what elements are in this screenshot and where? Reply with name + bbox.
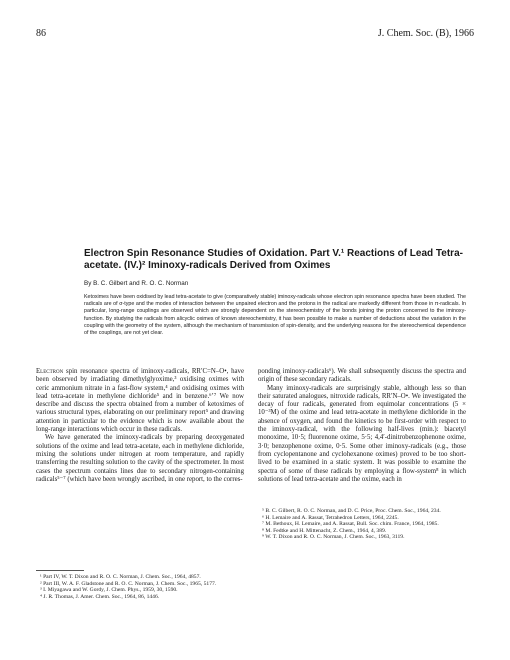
footnote: ³ I. Miyagawa and W. Gordy, J. Chem. Phys., 1959, 30, 1590. [40,587,178,594]
journal-running-head: J. Chem. Soc. (B), 1966 [377,28,474,39]
paragraph-text: Many iminoxy-radicals are surprisingly stable, although less so than their saturated analogues, nitroxide radicals, RR′N–O•. We investigated the decay of four radicals, generated from equimolar concentrations (5 × 10⁻³M) of the oxime and lead tetra-acetate in methylene dichloride in the absence of oxygen, and found the kinetics to be first-order with respect to the iminoxy-radical, with the following half-lives (min.): biacetyl monoxime, 10·5; fluorenone oxime, 5·5; 4,4′-dinitrobenzophenone oxime, 3·0; benzophenone oxime, 0·5. Some other iminoxy-radicals (e.g., those from cyclopentanone and cyclohexanone oximes) proved to be too short-lived to be examined in a static system. It was possible to examine the spectra of some of these radicals by employing a flow-system⁸ in which solutions of lead tetra-acetate and the oxime, each in [258,384,466,483]
paragraph-text: ponding iminoxy-radicals⁶). We shall subsequently discuss the spectra and origin of these secondary radicals. [258,368,466,384]
paragraph [36,368,244,434]
footnote-divider [36,570,84,571]
footnote: ⁴ J. R. Thomas, J. Amer. Chem. Soc., 1964, 86, 1446. [40,593,160,600]
paragraph-text: spin resonance spectra of iminoxy-radicals, RR′C=N–O•, have been observed by irradiating dimethylglyoxime,³ oxidising oximes with ceric ammonium nitrate in a fast-flow system,⁴ and oxidising oximes with lead tetra-acetate in methylene dichloride⁵ and in benzene.⁶ʼ⁷ We now describe and discuss the spectra obtained from a number of ketoximes of various structural types, elaborating on our preliminary report⁵ and drawing attention in particular to the evidence which is now available about the long-range interactions which occur in these radicals. [36,368,244,434]
article-authors: By B. C. Gilbert and R. O. C. Norman [84,280,189,287]
footnote: ⁸ M. Fedtke and H. Mittenacht, Z. Chem., 1964, 4, 389. [262,527,387,534]
footnote: ⁶ H. Lemaire and A. Rassat, Tetrahedron Letters, 1964, 2245. [262,514,399,521]
paragraph [258,385,466,485]
footnotes-left [36,574,244,600]
article-abstract: Ketoximes have been oxidised by lead tetra-acetate to give (comparatively stable) iminoxy-radicals whose electron spin resonance spectra have been studied. The radicals are of σ-type and the modes of interaction between the unpaired electron and the protons in the radical are markedly different from those in π-radicals. In particular, long-range couplings are observed which are strongly dependent on the stereochemistry of the bonds joining the proton concerned to the iminoxy-function. By studying the radicals from alicyclic oximes of known stereochemistry, it has been possible to make a number of deductions about the variation in the coupling with the geometry of the system, although the mechanism of transmission of spin-density, and the underlying reasons for the stereochemical dependence of the couplings, are not yet clear. [84,294,466,337]
paragraph [258,368,466,385]
body-column-left [36,368,244,484]
paragraph-lead: Electron [36,368,64,375]
footnotes-right [258,508,466,541]
footnote: ⁷ M. Bethoux, H. Lemaire, and A. Rassat, Bull. Soc. chim. France, 1964, 1985. [262,521,439,528]
page-number: 86 [36,28,46,39]
body-column-right [258,368,466,484]
footnote: ⁵ B. C. Gilbert, R. O. C. Norman, and D. C. Price, Proc. Chem. Soc., 1964, 234. [262,508,441,514]
footnote: ¹ Part IV, W. T. Dixon and R. O. C. Norman, J. Chem. Soc., 1964, 4857. [40,574,201,580]
paragraph [36,434,244,484]
article-title: Electron Spin Resonance Studies of Oxidation. Part V.¹ Reactions of Lead Tetra-acetate. (IV.)² Iminoxy-radicals Derived from Oximes [84,248,463,271]
footnote: ² Part III, W. A. F. Gladstone and R. O. C. Norman, J. Chem. Soc., 1965, 5177. [40,580,217,587]
paragraph-text: We have generated the iminoxy-radicals by preparing deoxygenated solutions of the oxime and lead tetra-acetate, each in methylene dichloride, mixing the solutions under nitrogen at room temperature, and rapidly transferring the resulting solution to the cavity of the spectrometer. In most cases the spectrum contains lines due to secondary nitrogen-containing radicals⁵⁻⁷ (which have been wrongly ascribed, in one report, to the corres- [36,434,244,483]
footnote: ⁹ W. T. Dixon and R. O. C. Norman, J. Chem. Soc., 1963, 3119. [262,534,405,541]
